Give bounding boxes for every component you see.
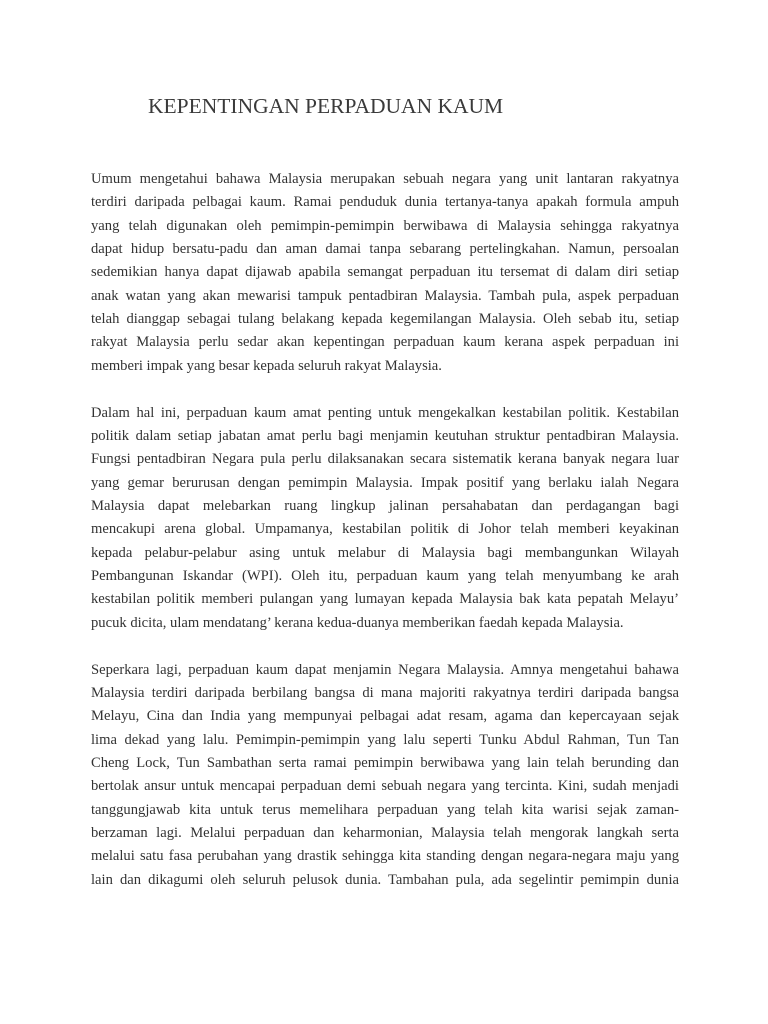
- text-line: berzaman lagi. Melalui perpaduan dan keharmonian, Malaysia telah mengorak langkah serta: [91, 825, 679, 842]
- text-line: melalui satu fasa perubahan yang drastik sehingga kita standing dengan negara-negara maju yang: [91, 848, 679, 865]
- text-line: dapat hidup bersatu-padu dan aman damai tanpa sebarang pertelingkahan. Namun, persoalan: [91, 241, 679, 258]
- text-line: bertolak ansur untuk mencapai perpaduan demi sebuah negara yang tercinta. Kini, sudah menjadi: [91, 778, 679, 795]
- text-line: yang telah digunakan oleh pemimpin-pemimpin berwibawa di Malaysia sehingga rakyatnya: [91, 217, 679, 234]
- paragraph-3: [91, 659, 679, 892]
- text-line: rakyat Malaysia perlu sedar akan kepentingan perpaduan kaum kerana aspek perpaduan ini: [91, 334, 679, 351]
- text-line: lain dan dikagumi oleh seluruh pelusok dunia. Tambahan pula, ada segelintir pemimpin dunia: [91, 871, 679, 888]
- text-line: Seperkara lagi, perpaduan kaum dapat menjamin Negara Malaysia. Amnya mengetahui bahawa: [91, 661, 679, 678]
- text-line: terdiri daripada pelbagai kaum. Ramai penduduk dunia tertanya-tanya apakah formula ampuh: [91, 194, 679, 211]
- text-line: tanggungjawab kita untuk terus memelihara perpaduan yang telah kita warisi sejak zaman-: [91, 801, 679, 818]
- text-line: Malaysia dapat melebarkan ruang lingkup jalinan persahabatan dan perdagangan bagi: [91, 498, 679, 515]
- text-line: yang gemar berurusan dengan pemimpin Malaysia. Impak positif yang berlaku ialah Negara: [91, 474, 679, 491]
- text-line: pucuk dicita, ulam mendatang’ kerana kedua-duanya memberikan faedah kepada Malaysia.: [91, 614, 624, 631]
- text-line: Cheng Lock, Tun Sambathan serta ramai pemimpin berwibawa yang lain telah berunding dan: [91, 755, 679, 772]
- document-body: [91, 168, 679, 916]
- text-line: sedemikian hanya dapat dijawab apabila semangat perpaduan itu tersemat di dalam diri setiap: [91, 264, 679, 281]
- text-line: telah dianggap sebagai tulang belakang kepada kegemilangan Malaysia. Oleh sebab itu, setiap: [91, 311, 679, 328]
- text-line: Umum mengetahui bahawa Malaysia merupakan sebuah negara yang unit lantaran rakyatnya: [91, 171, 679, 187]
- text-line: Fungsi pentadbiran Negara pula perlu dilaksanakan secara sistematik kerana banyak negara luar: [91, 451, 679, 468]
- text-line: anak watan yang akan mewarisi tampuk pentadbiran Malaysia. Tambah pula, aspek perpaduan: [91, 287, 679, 304]
- text-line: Malaysia terdiri daripada berbilang bangsa di mana majoriti rakyatnya terdiri daripada bangsa: [91, 685, 679, 702]
- text-line: Melayu, Cina dan India yang mempunyai pelbagai adat resam, agama dan kepercayaan sejak: [91, 708, 679, 725]
- page-title: KEPENTINGAN PERPADUAN KAUM: [148, 94, 504, 118]
- text-line: kepada pelabur-pelabur asing untuk melabur di Malaysia bagi membangunkan Wilayah: [91, 544, 679, 561]
- text-line: politik dalam setiap jabatan amat perlu bagi menjamin keutuhan struktur pentadbiran Malaysia.: [91, 428, 679, 445]
- text-line: kestabilan politik memberi pulangan yang lumayan kepada Malaysia bak kata pepatah Melayu’: [91, 591, 679, 608]
- paragraph-2: [91, 402, 679, 635]
- text-line: memberi impak yang besar kepada seluruh rakyat Malaysia.: [91, 357, 442, 374]
- paragraph-1: [91, 168, 679, 378]
- text-line: mencakupi arena global. Umpamanya, kestabilan politik di Johor telah memberi keyakinan: [91, 521, 679, 538]
- text-line: Dalam hal ini, perpaduan kaum amat penting untuk mengekalkan kestabilan politik. Kestabilan: [91, 404, 679, 421]
- text-line: lima dekad yang lalu. Pemimpin-pemimpin yang lalu seperti Tunku Abdul Rahman, Tun Tan: [91, 731, 679, 748]
- text-line: Pembangunan Iskandar (WPI). Oleh itu, perpaduan kaum yang telah menyumbang ke arah: [91, 568, 679, 585]
